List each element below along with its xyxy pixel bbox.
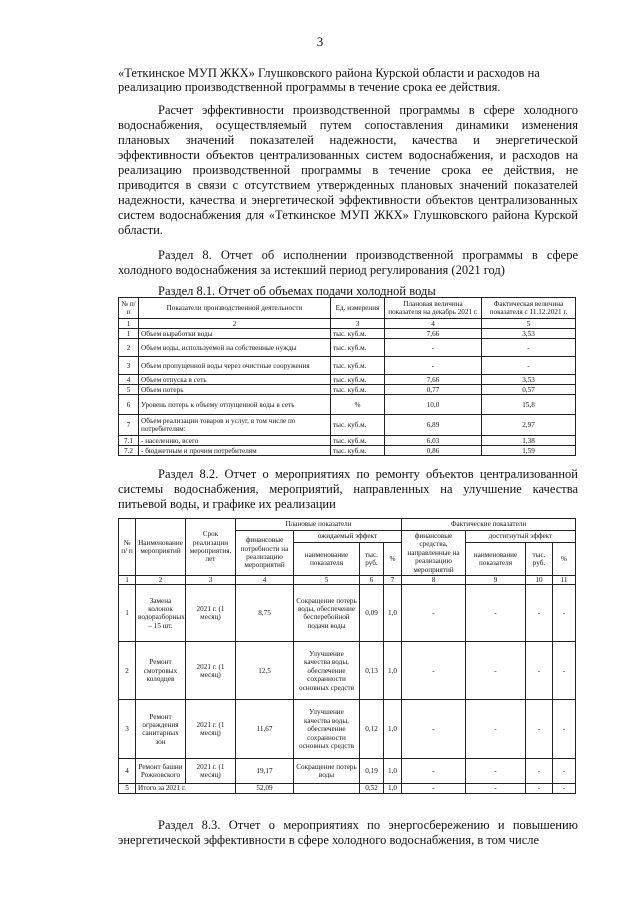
column-number: 2 (136, 576, 186, 585)
table-header-row (119, 298, 576, 319)
cell-effect: Сокращение потерь воды, обеспечение бесперебойной подачи воды (294, 585, 360, 642)
cell-pct-fact: - (553, 784, 576, 793)
cell-fact: 0,57 (482, 385, 576, 395)
column-number: 3 (186, 576, 236, 585)
header-plan: Плановая величина показателя на декабрь 2021 г. (385, 298, 482, 319)
cell-rub-fact: - (526, 759, 553, 784)
cell-plan: 10,0 (385, 395, 482, 415)
header-expected-effect: ожидаемый эффект (294, 531, 402, 543)
cell-pct: 1,0 (384, 642, 402, 700)
cell-num: 5 (119, 784, 136, 793)
cell-effect: Улучшение качества воды, обеспечение сохранности основных средств (294, 642, 360, 700)
cell-fin-fact: - (402, 759, 466, 784)
cell-rub: 0,12 (360, 700, 384, 759)
cell-effect-fact: - (466, 642, 526, 700)
cell-name: Замена колонок водоразборных – 15 шт. (136, 585, 186, 642)
table-number-row (119, 576, 576, 585)
table-row (119, 395, 576, 415)
column-number: 9 (466, 576, 526, 585)
column-number: 1 (119, 576, 136, 585)
cell-num: 1 (119, 329, 139, 339)
header-num: № п/п (119, 298, 139, 319)
cell-pct: 1,0 (384, 784, 402, 793)
cell-num: 7.2 (119, 446, 139, 456)
cell-fin-fact: - (402, 642, 466, 700)
cell-indicator: Объем пропущенной воды через очистные сооружения (139, 357, 331, 375)
table-row (119, 339, 576, 357)
cell-term: 2021 г. (1 месяц) (186, 700, 236, 759)
cell-pct: 1,0 (384, 759, 402, 784)
table-row (119, 700, 576, 759)
header-pct: % (384, 543, 402, 576)
header-num: № п/ п (119, 519, 136, 576)
cell-pct-fact: - (553, 585, 576, 642)
cell-fin: 52,09 (236, 784, 294, 793)
cell-indicator: - населению, всего (139, 436, 331, 446)
cell-fin: 12,5 (236, 642, 294, 700)
cell-fact: 2,97 (482, 415, 576, 436)
cell-pct-fact: - (553, 700, 576, 759)
table-row (119, 585, 576, 642)
cell-fact: - (482, 357, 576, 375)
column-number: 7 (384, 576, 402, 585)
cell-fact: 3,53 (482, 375, 576, 385)
cell-fact: 3,53 (482, 329, 576, 339)
column-number: 8 (402, 576, 466, 585)
intro-line-2: реализацию производственной программы в течение срока ее действия. (118, 80, 501, 94)
cell-indicator: Объем выработки воды (139, 329, 331, 339)
header-achieved-effect: достигнутый эффект (466, 531, 576, 543)
header-term: Срок реализации мероприятия, лет (186, 519, 236, 576)
header-fact: Фактические показатели (402, 519, 576, 531)
cell-indicator: Объем воды, используемой на собственные нужды (139, 339, 331, 357)
cell-term: 2021 г. (1 месяц) (186, 759, 236, 784)
column-number: 1 (119, 319, 139, 329)
table-row (119, 415, 576, 436)
column-number: 5 (294, 576, 360, 585)
header-effect-name: наименование показателя (294, 543, 360, 576)
cell-plan: - (385, 339, 482, 357)
header-fin-plan: финансовые потребности на реализацию мероприятий (236, 531, 294, 576)
header-plan: Плановые показатели (236, 519, 402, 531)
cell-unit: тыс. куб.м. (331, 339, 385, 357)
table-row (119, 357, 576, 375)
intro-line-1: «Теткинское МУП ЖКХ» Глушковского района Курской области и расходов на (118, 66, 540, 80)
cell-effect-fact: - (466, 784, 526, 793)
column-number: 5 (482, 319, 576, 329)
cell-rub: 0,13 (360, 642, 384, 700)
cell-plan: 6,03 (385, 436, 482, 446)
cell-num: 4 (119, 375, 139, 385)
cell-plan: 6,89 (385, 415, 482, 436)
column-number: 4 (385, 319, 482, 329)
table-row (119, 759, 576, 784)
column-number: 2 (139, 319, 331, 329)
cell-fin-fact: - (402, 585, 466, 642)
cell-rub-fact: - (526, 700, 553, 759)
cell-indicator: Объем реализации товаров и услуг, в том числе по потребителям: (139, 415, 331, 436)
cell-effect-fact: - (466, 759, 526, 784)
cell-plan: 0,86 (385, 446, 482, 456)
table-row (119, 329, 576, 339)
cell-unit: тыс. куб.м. (331, 329, 385, 339)
header-indicator: Показатели производственной деятельности (139, 298, 331, 319)
cell-num: 7 (119, 415, 139, 436)
cell-rub: 0,19 (360, 759, 384, 784)
table-header-row (119, 519, 576, 531)
header-unit: тыс. руб. (360, 543, 384, 576)
cell-num: 3 (119, 700, 136, 759)
column-number: 11 (553, 576, 576, 585)
cell-indicator: Объем отпуска в сеть (139, 375, 331, 385)
cell-rub: 0,52 (360, 784, 384, 793)
cell-indicator: - бюджетным и прочим потребителям (139, 446, 331, 456)
table-total-row (119, 784, 576, 793)
cell-fin: 8,75 (236, 585, 294, 642)
cell-rub-fact: - (526, 642, 553, 700)
cell-pct: 1,0 (384, 585, 402, 642)
header-pct-2: % (553, 543, 576, 576)
header-name: Наименование мероприятий (136, 519, 186, 576)
cell-unit: тыс. куб.м. (331, 436, 385, 446)
cell-num: 3 (119, 357, 139, 375)
cell-num: 4 (119, 759, 136, 784)
cell-plan: 0,77 (385, 385, 482, 395)
cell-name: Ремонт смотровых колодцев (136, 642, 186, 700)
cell-fin: 19,17 (236, 759, 294, 784)
cell-unit: % (331, 395, 385, 415)
cell-effect: Улучшение качества воды, обеспечение сохранности основных средств (294, 700, 360, 759)
table-number-row (119, 319, 576, 329)
cell-plan: - (385, 357, 482, 375)
cell-effect (294, 784, 360, 793)
efficiency-paragraph: Расчет эффективности производственной программы в сфере холодного водоснабжения, осуществляемый путем сопоставления динамики изменения плановых значений показателей надежности, качества и энергетической эффективности объектов централизованных систем водоснабжения, и расходов на реализацию производственной программы в течение срока ее действия, не приводится в связи с отсутствием утвержденных плановых значений показателей надежности, качества и энергетической эффективности объектов централизованных систем водоснабжения для «Теткинское МУП ЖКХ» Глушковского района Курской области. (118, 103, 578, 237)
cell-unit: тыс. куб.м. (331, 375, 385, 385)
cell-effect-fact: - (466, 585, 526, 642)
column-number: 3 (331, 319, 385, 329)
cell-indicator: Уровень потерь к объему отпущенной воды в сеть (139, 395, 331, 415)
column-number: 6 (360, 576, 384, 585)
cell-rub-fact: - (526, 585, 553, 642)
cell-name: Ремонт башни Рожновского (136, 759, 186, 784)
cell-fact: 1,38 (482, 436, 576, 446)
table-row (119, 436, 576, 446)
cell-num: 6 (119, 395, 139, 415)
cell-term: 2021 г. (1 месяц) (186, 585, 236, 642)
table-row (119, 375, 576, 385)
section-8-heading: Раздел 8. Отчет об исполнении производственной программы в сфере холодного водоснабжения за истекший период регулирования (2021 год) (118, 248, 578, 277)
cell-total-label: Итого за 2021 г. (136, 784, 236, 793)
cell-num: 7.1 (119, 436, 139, 446)
table-row (119, 446, 576, 456)
table-row (119, 385, 576, 395)
cell-unit: тыс. куб.м. (331, 415, 385, 436)
cell-term: 2021 г. (1 месяц) (186, 642, 236, 700)
water-supply-volumes-table (118, 297, 576, 456)
cell-unit: тыс. куб.м. (331, 357, 385, 375)
cell-num: 2 (119, 642, 136, 700)
cell-num: 2 (119, 339, 139, 357)
header-effect-name-2: наименование показателя (466, 543, 526, 576)
header-fact: Фактическая величина показателя с 11.12.2021 г. (482, 298, 576, 319)
cell-plan: 7,66 (385, 375, 482, 385)
cell-unit: тыс. куб.м. (331, 385, 385, 395)
header-unit: Ед. измерения (331, 298, 385, 319)
cell-effect: Сокращение потерь воды (294, 759, 360, 784)
repair-measures-table (118, 518, 576, 794)
cell-fact: 1,59 (482, 446, 576, 456)
column-number: 10 (526, 576, 553, 585)
section-8-1-heading: Раздел 8.1. Отчет об объемах подачи холодной воды (158, 284, 436, 298)
section-8-2-heading: Раздел 8.2. Отчет о мероприятиях по ремонту объектов централизованной системы водоснабжения, мероприятий, направленных на улучшение качества питьевой воды, и графике их реализации (118, 467, 578, 511)
section-8-3-heading: Раздел 8.3. Отчет о мероприятиях по энергосбережению и повышению энергетической эффективности в сфере холодного водоснабжения, в том числе (118, 818, 578, 847)
page-number: 3 (316, 34, 324, 49)
header-fin-fact: финансовые средства, направленные на реализацию мероприятий (402, 531, 466, 576)
cell-plan: 7,66 (385, 329, 482, 339)
cell-num: 5 (119, 385, 139, 395)
cell-pct-fact: - (553, 642, 576, 700)
column-number: 4 (236, 576, 294, 585)
table-row (119, 642, 576, 700)
cell-fin-fact: - (402, 784, 466, 793)
cell-pct: 1,0 (384, 700, 402, 759)
cell-rub-fact: - (526, 784, 553, 793)
cell-fin: 11,67 (236, 700, 294, 759)
cell-num: 1 (119, 585, 136, 642)
cell-fact: - (482, 339, 576, 357)
cell-effect-fact: - (466, 700, 526, 759)
cell-name: Ремонт ограждения санитарных зон (136, 700, 186, 759)
cell-indicator: Объем потерь (139, 385, 331, 395)
cell-fact: 15,8 (482, 395, 576, 415)
cell-rub: 0,09 (360, 585, 384, 642)
cell-unit: тыс. куб.м. (331, 446, 385, 456)
cell-fin-fact: - (402, 700, 466, 759)
header-unit-2: тыс. руб. (526, 543, 553, 576)
cell-pct-fact: - (553, 759, 576, 784)
